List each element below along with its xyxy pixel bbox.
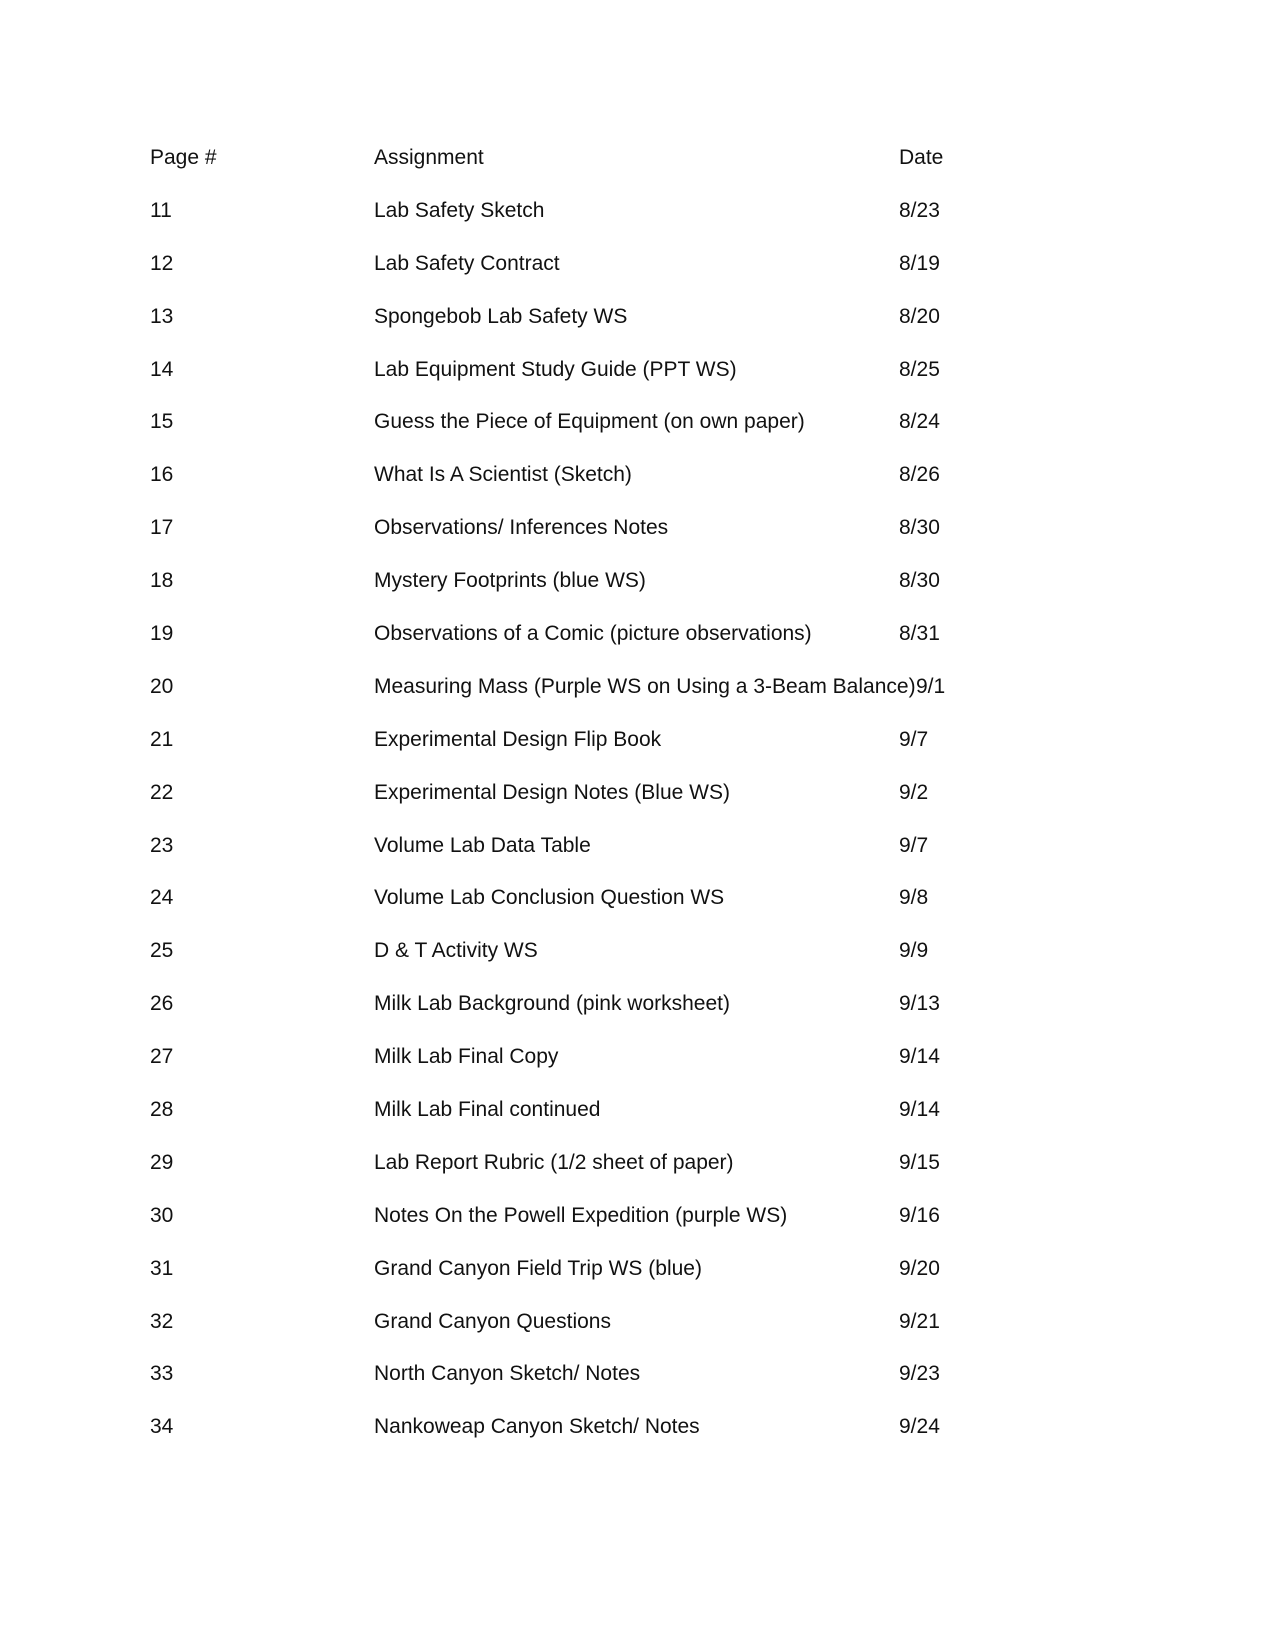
header-page-number: Page # xyxy=(150,146,217,169)
row-date: 9/1 xyxy=(916,674,946,698)
row-page-number: 26 xyxy=(150,992,174,1016)
table-row xyxy=(150,569,970,622)
row-assignment: Guess the Piece of Equipment (on own paper) xyxy=(374,410,805,434)
row-date: 8/26 xyxy=(899,463,940,487)
row-page-number: 14 xyxy=(150,357,174,381)
table-row xyxy=(150,1257,970,1310)
table-row xyxy=(150,1415,970,1468)
row-date: 9/9 xyxy=(899,939,929,963)
table-row xyxy=(150,305,970,358)
row-date: 8/30 xyxy=(899,569,940,593)
row-assignment: North Canyon Sketch/ Notes xyxy=(374,1362,641,1386)
row-assignment: Experimental Design Notes (Blue WS) xyxy=(374,780,730,804)
row-assignment: Lab Safety Sketch xyxy=(374,198,545,222)
row-assignment: Lab Safety Contract xyxy=(374,251,560,275)
table-header-row xyxy=(150,146,970,199)
table-row xyxy=(150,358,970,411)
row-date: 9/23 xyxy=(899,1362,940,1386)
row-page-number: 17 xyxy=(150,516,174,540)
row-page-number: 12 xyxy=(150,251,174,275)
row-date: 8/31 xyxy=(899,622,940,646)
row-date: 9/24 xyxy=(899,1415,940,1439)
row-page-number: 29 xyxy=(150,1150,174,1174)
row-date: 8/20 xyxy=(899,304,940,328)
row-assignment: Volume Lab Data Table xyxy=(374,833,591,857)
row-page-number: 31 xyxy=(150,1256,174,1280)
row-date: 9/13 xyxy=(899,992,940,1016)
table-row xyxy=(150,992,970,1045)
row-date: 9/2 xyxy=(899,780,929,804)
row-page-number: 23 xyxy=(150,833,174,857)
row-assignment: Milk Lab Final continued xyxy=(374,1098,601,1122)
table-row xyxy=(150,199,970,252)
row-date: 9/14 xyxy=(899,1098,940,1122)
row-date: 8/30 xyxy=(899,516,940,540)
table-row xyxy=(150,675,970,728)
row-page-number: 25 xyxy=(150,939,174,963)
row-date: 9/16 xyxy=(899,1203,940,1227)
row-page-number: 34 xyxy=(150,1415,174,1439)
table-row xyxy=(150,516,970,569)
row-page-number: 21 xyxy=(150,727,174,751)
assignment-table xyxy=(150,146,970,1468)
row-date: 8/19 xyxy=(899,251,940,275)
table-row xyxy=(150,622,970,675)
row-page-number: 20 xyxy=(150,674,174,698)
row-page-number: 19 xyxy=(150,622,174,646)
row-assignment: Lab Equipment Study Guide (PPT WS) xyxy=(374,357,737,381)
row-page-number: 24 xyxy=(150,886,174,910)
row-assignment: Grand Canyon Field Trip WS (blue) xyxy=(374,1256,702,1280)
row-date: 9/7 xyxy=(899,727,929,751)
row-date: 8/25 xyxy=(899,357,940,381)
row-assignment: Milk Lab Background (pink worksheet) xyxy=(374,992,730,1016)
table-row xyxy=(150,1204,970,1257)
row-assignment: D & T Activity WS xyxy=(374,939,538,963)
row-page-number: 28 xyxy=(150,1098,174,1122)
row-page-number: 11 xyxy=(150,198,172,222)
row-page-number: 18 xyxy=(150,569,174,593)
row-assignment: Mystery Footprints (blue WS) xyxy=(374,569,646,593)
table-row xyxy=(150,834,970,887)
row-assignment: Lab Report Rubric (1/2 sheet of paper) xyxy=(374,1150,734,1174)
table-row xyxy=(150,781,970,834)
row-assignment: Observations/ Inferences Notes xyxy=(374,516,669,540)
row-assignment: Experimental Design Flip Book xyxy=(374,727,662,751)
row-date: 9/15 xyxy=(899,1150,940,1174)
row-assignment: Measuring Mass (Purple WS on Using a 3-Beam Balance) xyxy=(374,674,916,698)
row-page-number: 15 xyxy=(150,410,174,434)
row-assignment: Notes On the Powell Expedition (purple WS) xyxy=(374,1203,788,1227)
row-page-number: 27 xyxy=(150,1045,174,1069)
row-page-number: 22 xyxy=(150,780,174,804)
row-assignment: Nankoweap Canyon Sketch/ Notes xyxy=(374,1415,700,1439)
table-row xyxy=(150,1098,970,1151)
table-row xyxy=(150,410,970,463)
row-assignment: What Is A Scientist (Sketch) xyxy=(374,463,632,487)
row-date: 8/23 xyxy=(899,198,940,222)
table-row xyxy=(150,886,970,939)
row-page-number: 30 xyxy=(150,1203,174,1227)
row-page-number: 16 xyxy=(150,463,174,487)
row-assignment: Milk Lab Final Copy xyxy=(374,1045,559,1069)
header-date: Date xyxy=(899,146,944,169)
table-row xyxy=(150,1151,970,1204)
row-assignment: Observations of a Comic (picture observations) xyxy=(374,622,812,646)
table-row xyxy=(150,728,970,781)
table-row xyxy=(150,252,970,305)
row-date: 9/21 xyxy=(899,1309,940,1333)
table-row xyxy=(150,1310,970,1363)
table-row xyxy=(150,463,970,516)
row-date: 9/7 xyxy=(899,833,929,857)
row-assignment: Grand Canyon Questions xyxy=(374,1309,611,1333)
table-row xyxy=(150,1362,970,1415)
table-row xyxy=(150,1045,970,1098)
row-page-number: 13 xyxy=(150,304,174,328)
row-date: 8/24 xyxy=(899,410,940,434)
row-page-number: 33 xyxy=(150,1362,174,1386)
row-date: 9/14 xyxy=(899,1045,940,1069)
row-page-number: 32 xyxy=(150,1309,174,1333)
row-date: 9/20 xyxy=(899,1256,940,1280)
row-assignment: Volume Lab Conclusion Question WS xyxy=(374,886,725,910)
row-date: 9/8 xyxy=(899,886,929,910)
row-assignment: Spongebob Lab Safety WS xyxy=(374,304,628,328)
table-row xyxy=(150,939,970,992)
header-assignment: Assignment xyxy=(374,146,484,169)
